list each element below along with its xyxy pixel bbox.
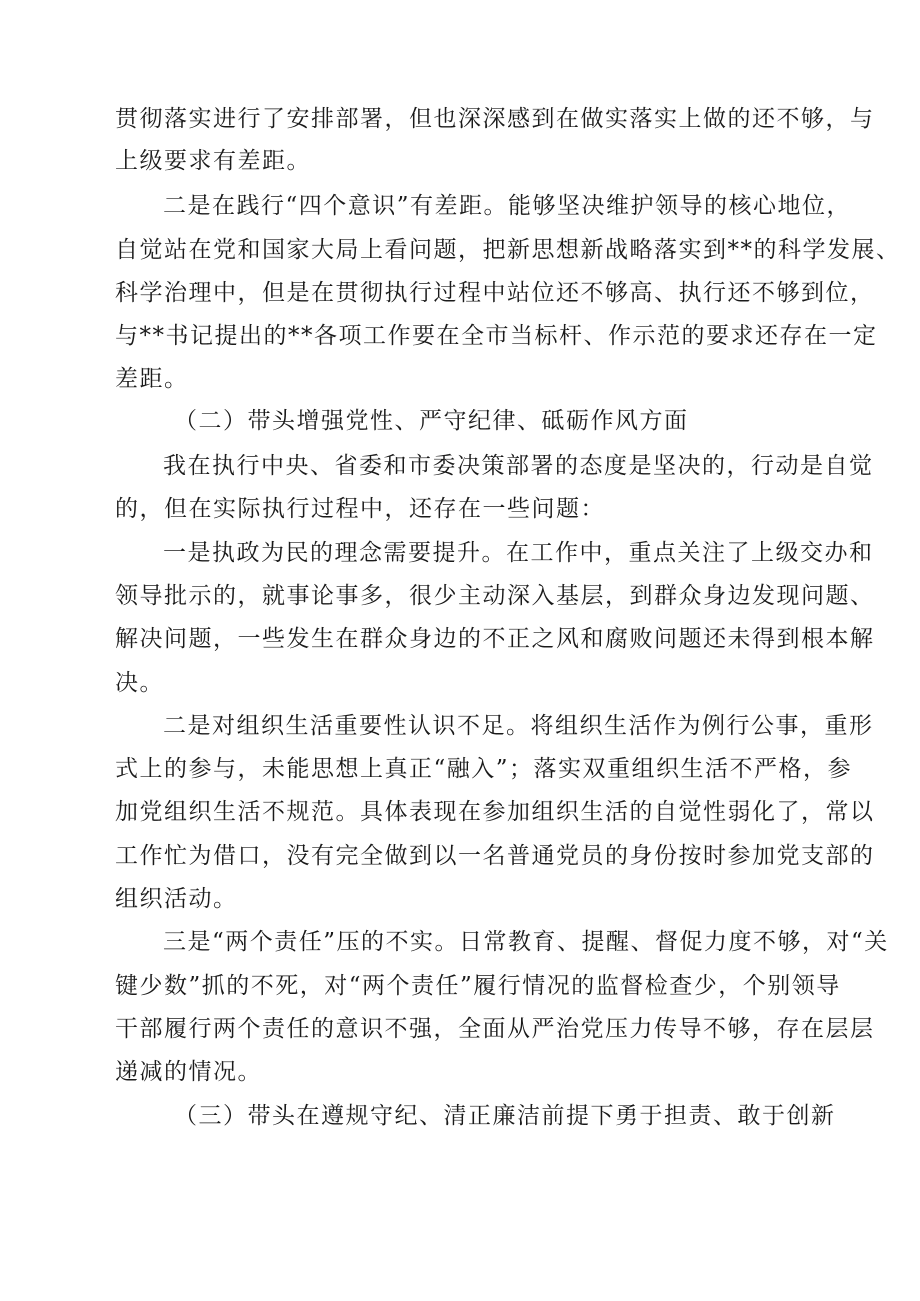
body-text-line: 加党组织生活不规范。具体表现在参加组织生活的自觉性弱化了，常以: [115, 799, 875, 825]
paragraph-start-line: 三是“两个责任”压的不实。日常教育、提醒、督促力度不够，对“关: [163, 929, 889, 955]
body-text-line: 递减的情况。: [115, 1059, 262, 1085]
body-text-line: 组织活动。: [115, 886, 238, 912]
body-text-line: 上级要求有差距。: [115, 148, 311, 174]
body-text-line: 解决问题，一些发生在群众身边的不正之风和腐败问题还未得到根本解: [115, 626, 875, 652]
body-text-line: 干部履行两个责任的意识不强，全面从严治党压力传导不够，存在层层: [115, 1016, 875, 1042]
section-heading: （二）带头增强党性、严守纪律、砥砺作风方面: [174, 408, 689, 434]
body-text-line: 决。: [115, 670, 164, 696]
body-text-line: 自觉站在党和国家大局上看问题，把新思想新战略落实到**的科学发展、: [115, 237, 901, 263]
body-text-line: 的，但在实际执行过程中，还存在一些问题：: [115, 496, 605, 522]
body-text-line: 式上的参与，未能思想上真正“融入”；落实双重组织生活不严格，参: [115, 756, 853, 782]
paragraph-start-line: 我在执行中央、省委和市委决策部署的态度是坚决的，行动是自觉: [163, 453, 874, 479]
body-text-line: 工作忙为借口，没有完全做到以一名普通党员的身份按时参加党支部的: [115, 843, 875, 869]
body-text-line: 科学治理中，但是在贯彻执行过程中站位还不够高、执行还不够到位，: [115, 280, 875, 306]
paragraph-start-line: 二是对组织生活重要性认识不足。将组织生活作为例行公事，重形: [163, 713, 874, 739]
body-text-line: 差距。: [115, 366, 189, 392]
body-text-line: 贯彻落实进行了安排部署，但也深深感到在做实落实上做的还不够，与: [115, 106, 875, 132]
body-text-line: 与**书记提出的**各项工作要在全市当标杆、作示范的要求还存在一定: [115, 323, 878, 349]
body-text-line: 领导批示的，就事论事多，很少主动深入基层，到群众身边发现问题、: [115, 583, 875, 609]
paragraph-start-line: 二是在践行“四个意识”有差距。能够坚决维护领导的核心地位，: [163, 193, 852, 219]
paragraph-start-line: 一是执政为民的理念需要提升。在工作中，重点关注了上级交办和: [163, 540, 874, 566]
section-heading: （三）带头在遵规守纪、清正廉洁前提下勇于担责、敢于创新: [174, 1103, 836, 1129]
body-text-line: 键少数”抓的不死，对“两个责任”履行情况的监督检查少，个别领导: [115, 973, 841, 999]
